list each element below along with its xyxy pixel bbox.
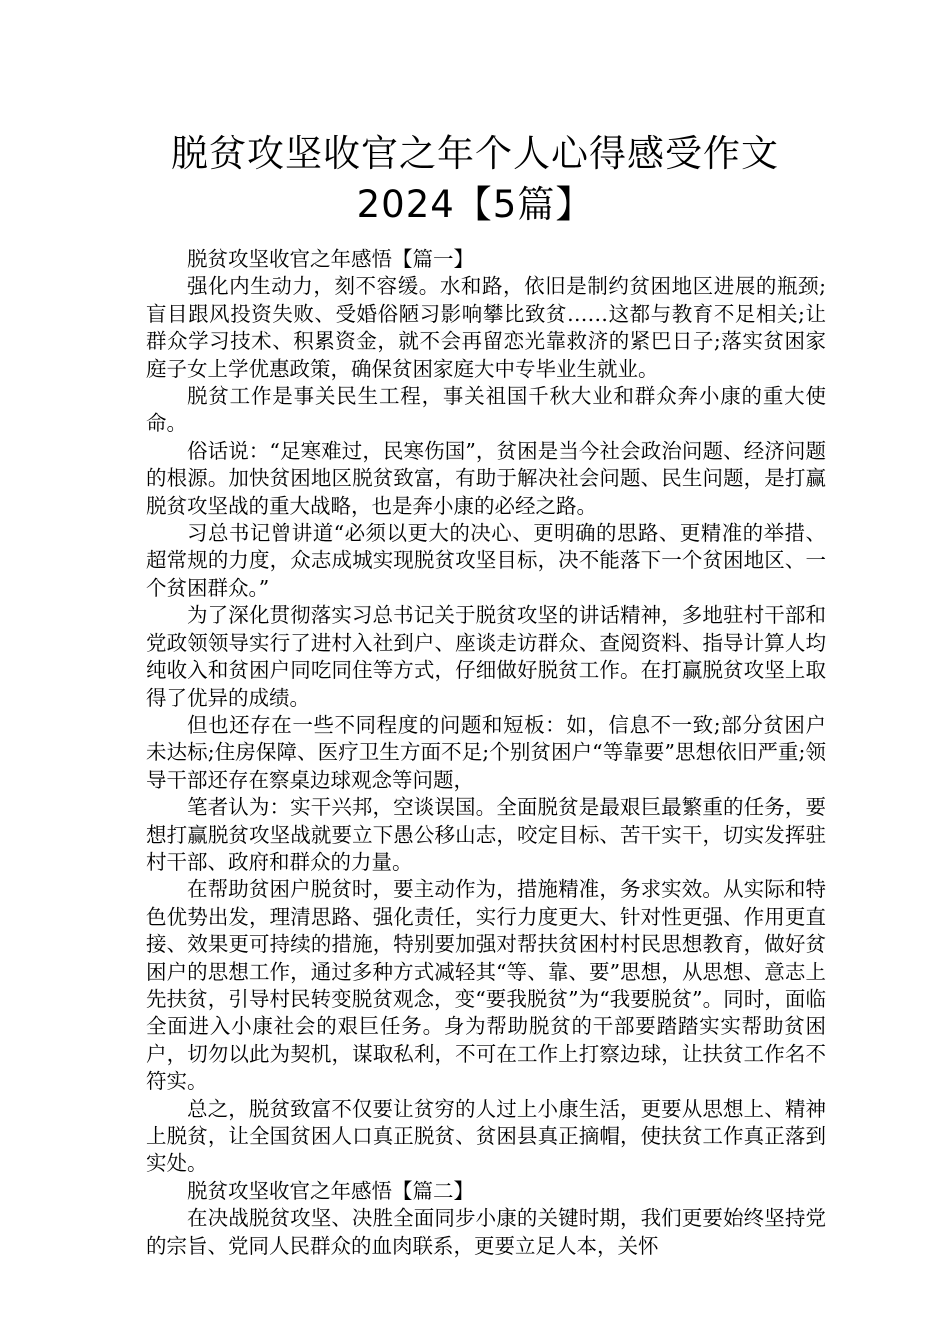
- paragraph: 习总书记曾讲道“必须以更大的决心、更明确的思路、更精准的举措、超常规的力度，众志成城实现脱贫攻坚目标，决不能落下一个贫困地区、一个贫困群众。”: [146, 521, 826, 600]
- title-line-1: 脱贫攻坚收官之年个人心得感受作文: [171, 132, 779, 175]
- title-line-2: 2024【5篇】: [356, 183, 594, 226]
- section-heading-1: 脱贫攻坚收官之年感悟【篇一】: [187, 247, 474, 271]
- paragraph: 俗话说：“足寒难过，民寒伤国”，贫困是当今社会政治问题、经济问题的根源。加快贫困地区脱贫致富，有助于解决社会问题、民生问题，是打赢脱贫攻坚战的重大战略，也是奔小康的必经之路。: [146, 438, 826, 518]
- document-title: [100, 128, 850, 230]
- paragraph: 但也还存在一些不同程度的问题和短板：如，信息不一致;部分贫困户未达标;住房保障、医疗卫生方面不足;个别贫困户“等靠要”思想依旧严重;领导干部还存在察桌边球观念等问题，: [146, 712, 826, 792]
- paragraph: 在帮助贫困户脱贫时，要主动作为，措施精准，务求实效。从实际和特色优势出发，理清思路、强化责任，实行力度更大、针对性更强、作用更直接、效果更可持续的措施，特别要加强对帮扶贫困村村民思想教育，做好贫困户的思想工作，通过多种方式减轻其“等、靠、要”思想，从思想、意志上先扶贫，引导村民转变脱贫观念，变“要我脱贫”为“我要脱贫”。同时，面临全面进入小康社会的艰巨任务。身为帮助脱贫的干部要踏踏实实帮助贫困户，切勿以此为契机，谋取私利，不可在工作上打察边球，让扶贫工作名不符实。: [146, 877, 826, 1094]
- paragraph: 脱贫工作是事关民生工程，事关祖国千秋大业和群众奔小康的重大使命。: [146, 384, 826, 436]
- document-body: [146, 246, 826, 1260]
- paragraph: 笔者认为：实干兴邦，空谈误国。全面脱贫是最艰巨最繁重的任务，要想打赢脱贫攻坚战就要立下愚公移山志，咬定目标、苦干实干，切实发挥驻村干部、政府和群众的力量。: [146, 795, 826, 874]
- paragraph: 为了深化贯彻落实习总书记关于脱贫攻坚的讲话精神，多地驻村干部和党政领领导实行了进村入社到户、座谈走访群众、查阅资料、指导计算人均纯收入和贫困户同吃同住等方式，仔细做好脱贫工作。在打赢脱贫攻坚上取得了优异的成绩。: [146, 603, 826, 710]
- section-heading-2: 脱贫攻坚收官之年感悟【篇二】: [187, 1178, 474, 1203]
- paragraph: 在决战脱贫攻坚、决胜全面同步小康的关键时期，我们更要始终坚持党的宗旨、党同人民群众的血肉联系，更要立足人本，关怀: [146, 1206, 826, 1258]
- paragraph: 强化内生动力，刻不容缓。水和路，依旧是制约贫困地区进展的瓶颈;盲目跟风投资失败、受婚俗陋习影响攀比致贫……这都与教育不足相关;让群众学习技术、积累资金，就不会再留恋光靠救济的紧巴日子;落实贫困家庭子女上学优惠政策，确保贫困家庭大中专毕业生就业。: [146, 274, 826, 381]
- paragraph: 总之，脱贫致富不仅要让贫穷的人过上小康生活，更要从思想上、精神上脱贫，让全国贫困人口真正脱贫、贫困县真正摘帽，使扶贫工作真正落到实处。: [146, 1096, 826, 1176]
